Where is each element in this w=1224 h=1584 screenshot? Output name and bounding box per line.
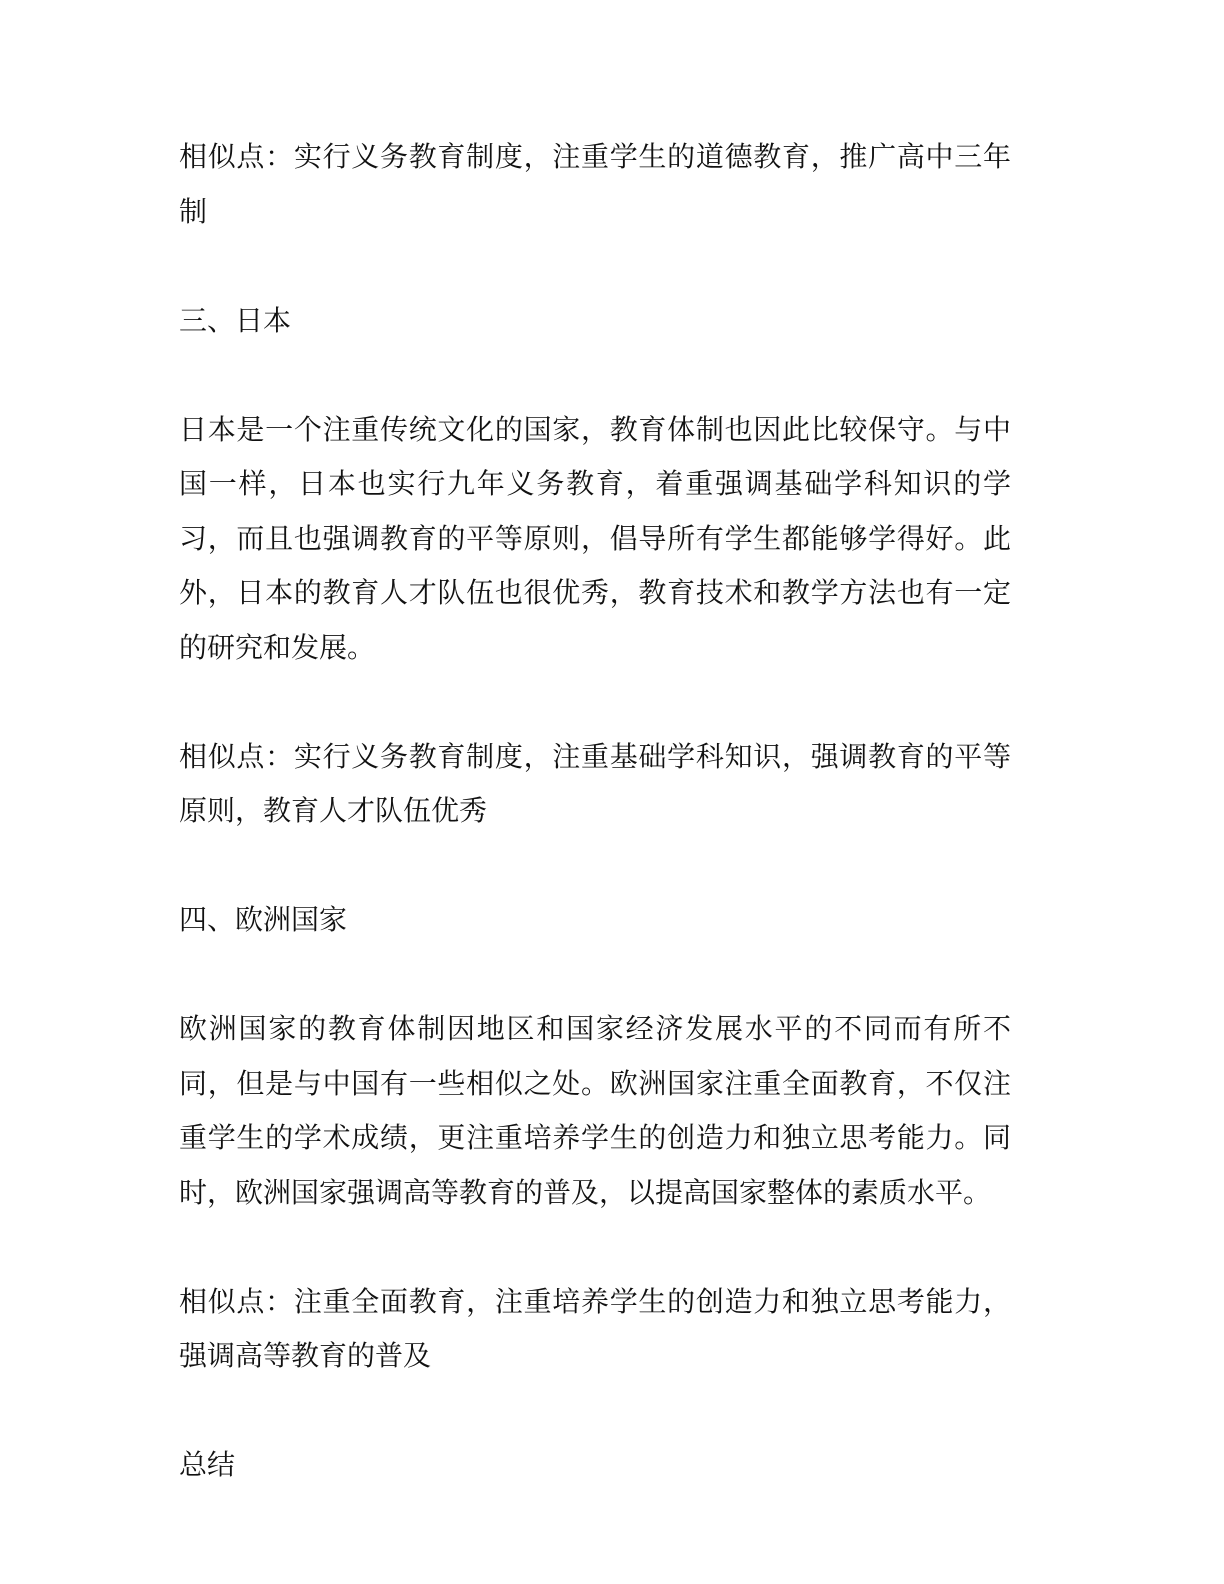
europe-description-paragraph: 欧洲国家的教育体制因地区和国家经济发展水平的不同而有所不同，但是与中国有一些相似之处。欧洲国家注重全面教育，不仅注重学生的学术成绩，更注重培养学生的创造力和独立思考能力。同时，欧洲国家强调高等教育的普及，以提高国家整体的素质水平。	[179, 1012, 1011, 1209]
similarity-paragraph-china-comparison: 相似点：实行义务教育制度，注重学生的道德教育，推广高中三年制	[179, 140, 1011, 228]
europe-similarity-paragraph: 相似点：注重全面教育，注重培养学生的创造力和独立思考能力，强调高等教育的普及	[179, 1284, 1011, 1372]
japan-similarity-paragraph: 相似点：实行义务教育制度，注重基础学科知识，强调教育的平等原则，教育人才队伍优秀	[179, 739, 1011, 827]
japan-description-paragraph: 日本是一个注重传统文化的国家，教育体制也因此比较保守。与中国一样，日本也实行九年义务教育，着重强调基础学科知识的学习，而且也强调教育的平等原则，倡导所有学生都能够学得好。此外，日本的教育人才队伍也很优秀，教育技术和教学方法也有一定的研究和发展。	[179, 412, 1011, 664]
document-page	[179, 130, 1011, 1547]
section-heading-summary: 总结	[179, 1448, 236, 1481]
section-heading-japan: 三、日本	[179, 303, 292, 337]
section-heading-europe: 四、欧洲国家	[179, 903, 348, 936]
